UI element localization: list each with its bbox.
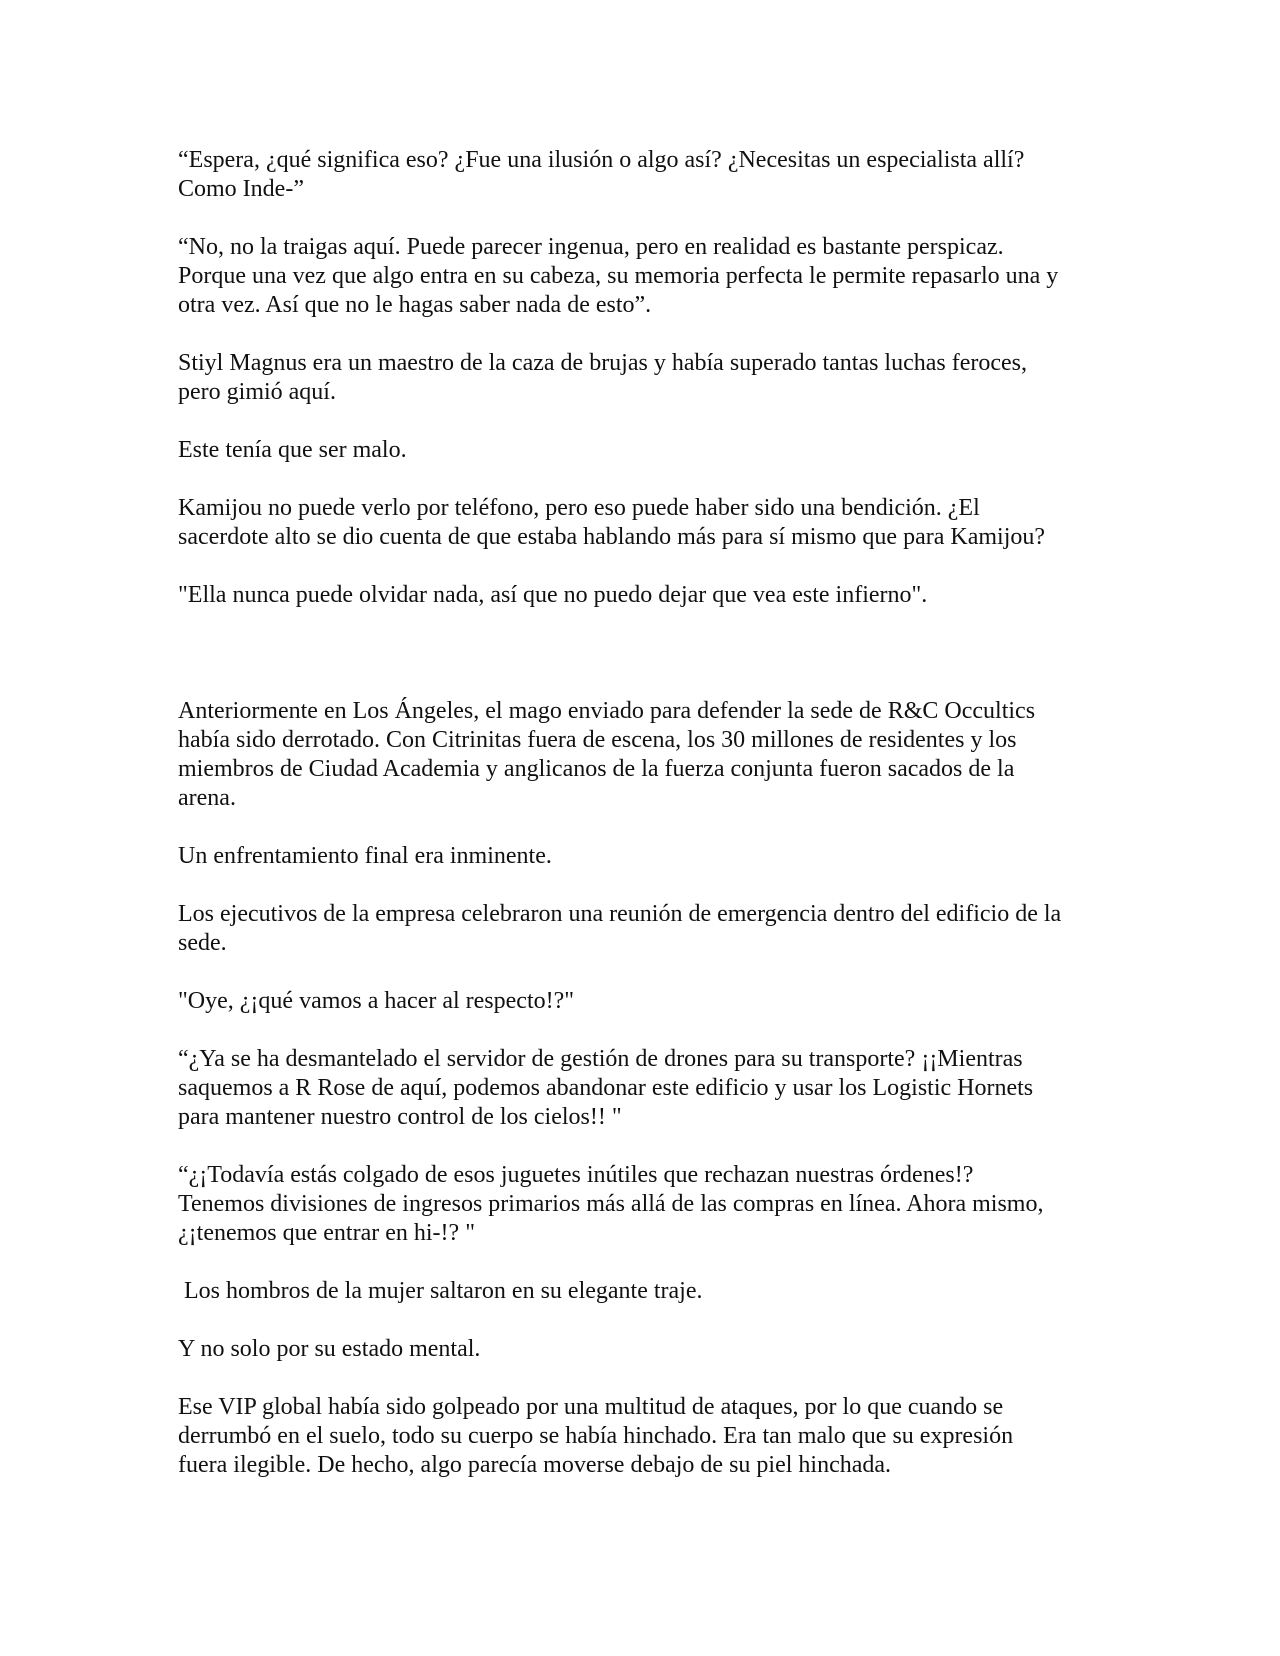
text-line: miembros de Ciudad Academia y anglicanos de la fuerza conjunta fueron sacados de la (178, 756, 1015, 782)
paragraph (178, 1393, 1118, 1480)
paragraph (178, 494, 1118, 552)
text-line: había sido derrotado. Con Citrinitas fuera de escena, los 30 millones de residentes y los (178, 727, 1017, 753)
paragraph (178, 1335, 1118, 1364)
text-line: pero gimió aquí. (178, 379, 336, 405)
text-line: Porque una vez que algo entra en su cabeza, su memoria perfecta le permite repasarlo una y (178, 263, 1059, 289)
text-line: sede. (178, 930, 227, 956)
text-line: “No, no la traigas aquí. Puede parecer ingenua, pero en realidad es bastante perspicaz. (178, 234, 1004, 260)
text-line: sacerdote alto se dio cuenta de que estaba hablando más para sí mismo que para Kamijou? (178, 524, 1046, 550)
paragraph (178, 900, 1118, 958)
text-line: “¿Ya se ha desmantelado el servidor de gestión de drones para su transporte? ¡¡Mientras (178, 1046, 1023, 1072)
text-line: Los hombros de la mujer saltaron en su elegante traje. (184, 1278, 703, 1304)
text-line: fuera ilegible. De hecho, algo parecía moverse debajo de su piel hinchada. (178, 1452, 892, 1478)
text-line: para mantener nuestro control de los cielos!! " (178, 1104, 622, 1130)
paragraph (178, 987, 1118, 1016)
text-line: Los ejecutivos de la empresa celebraron una reunión de emergencia dentro del edificio de la (178, 901, 1062, 927)
text-line: otra vez. Así que no le hagas saber nada de esto”. (178, 292, 652, 318)
text-line: Y no solo por su estado mental. (178, 1336, 481, 1362)
text-line: “¿¡Todavía estás colgado de esos juguetes inútiles que rechazan nuestras órdenes!? (178, 1162, 974, 1188)
paragraph (178, 1277, 1118, 1306)
text-line: Este tenía que ser malo. (178, 437, 407, 463)
text-line: Stiyl Magnus era un maestro de la caza de brujas y había superado tantas luchas feroces, (178, 350, 1028, 376)
document-body (178, 146, 1118, 1509)
text-line: Ese VIP global había sido golpeado por una multitud de ataques, por lo que cuando se (178, 1394, 1004, 1420)
paragraph (178, 1161, 1118, 1248)
text-line: “Espera, ¿qué significa eso? ¿Fue una ilusión o algo así? ¿Necesitas un especialista allí? (178, 147, 1025, 173)
text-line: Un enfrentamiento final era inminente. (178, 843, 552, 869)
text-line: Kamijou no puede verlo por teléfono, pero eso puede haber sido una bendición. ¿El (178, 495, 980, 521)
paragraph (178, 349, 1118, 407)
paragraph (178, 1045, 1118, 1132)
paragraph (178, 146, 1118, 204)
paragraph (178, 581, 1118, 610)
paragraph (178, 436, 1118, 465)
paragraph (178, 697, 1118, 813)
text-line: derrumbó en el suelo, todo su cuerpo se había hinchado. Era tan malo que su expresión (178, 1423, 1014, 1449)
text-line: Tenemos divisiones de ingresos primarios más allá de las compras en línea. Ahora mismo, (178, 1191, 1044, 1217)
paragraph (178, 233, 1118, 320)
text-line: ¿¡tenemos que entrar en hi-!? " (178, 1220, 475, 1246)
text-line: "Oye, ¿¡qué vamos a hacer al respecto!?" (178, 988, 575, 1014)
text-line: "Ella nunca puede olvidar nada, así que no puedo dejar que vea este infierno". (178, 582, 928, 608)
text-line: Como Inde-” (178, 176, 304, 202)
paragraph (178, 842, 1118, 871)
text-line: Anteriormente en Los Ángeles, el mago enviado para defender la sede de R&C Occultics (178, 698, 1036, 724)
text-line: saquemos a R Rose de aquí, podemos abandonar este edificio y usar los Logistic Hornets (178, 1075, 1034, 1101)
text-line: arena. (178, 785, 236, 811)
